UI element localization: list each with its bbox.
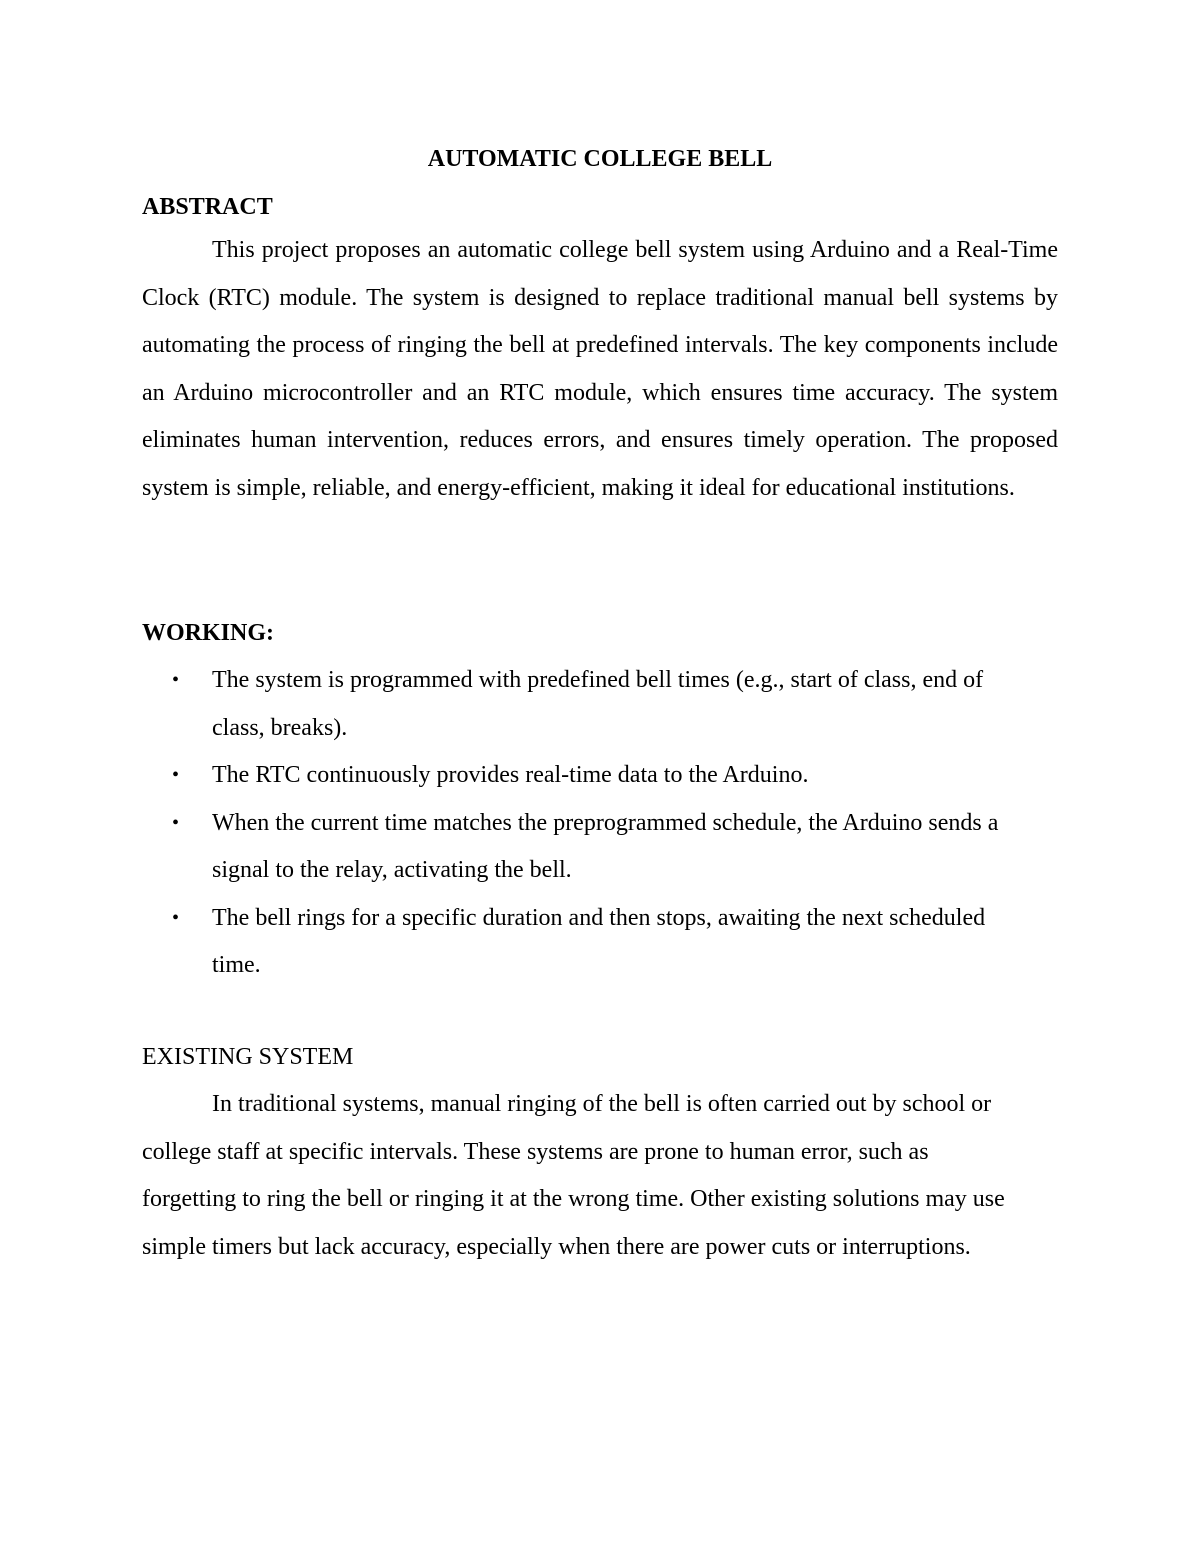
existing-system-paragraph: In traditional systems, manual ringing of the bell is often carried out by school or college staff at specific intervals. These systems are prone to human error, such as forgetting to ring the bell or ringing it at the wrong time. Other existing solutions may use simple timers but lack accuracy, especially when there are power cuts or interruptions. (142, 1091, 1005, 1260)
working-heading: WORKING: (142, 620, 274, 646)
abstract-heading: ABSTRACT (142, 194, 273, 220)
list-item-text: The system is programmed with predefined bell times (e.g., start of class, end of class, breaks). (212, 667, 984, 741)
document-title: AUTOMATIC COLLEGE BELL (427, 146, 773, 172)
list-item-text: When the current time matches the preprogrammed schedule, the Arduino sends a signal to the relay, activating the bell. (212, 809, 999, 883)
list-item (142, 895, 1032, 990)
list-item (142, 752, 1032, 800)
existing-system-heading: EXISTING SYSTEM (142, 1044, 354, 1070)
abstract-paragraph: This project proposes an automatic college bell system using Arduino and a Real-Time Clock (RTC) module. The system is designed to replace traditional manual bell systems by automating the process of ringing the bell at predefined intervals. The key components include an Arduino microcontroller and an RTC module, which ensures time accuracy. The system eliminates human intervention, reduces errors, and ensures timely operation. The proposed system is simple, reliable, and energy-efficient, making it ideal for educational institutions. (142, 237, 1058, 501)
bullet-icon: • (172, 811, 180, 834)
abstract-section (142, 191, 1058, 512)
working-section (142, 617, 1058, 990)
bullet-icon: • (172, 764, 180, 786)
list-item (142, 800, 1032, 895)
list-item-text: The RTC continuously provides real-time data to the Arduino. (212, 762, 809, 788)
bullet-icon: • (172, 669, 180, 691)
list-item-text: The bell rings for a specific duration and then stops, awaiting the next scheduled time. (212, 904, 986, 978)
existing-system-section (142, 1041, 1022, 1271)
bullet-icon: • (172, 906, 180, 929)
list-item (142, 657, 1032, 752)
working-list (142, 657, 1058, 990)
